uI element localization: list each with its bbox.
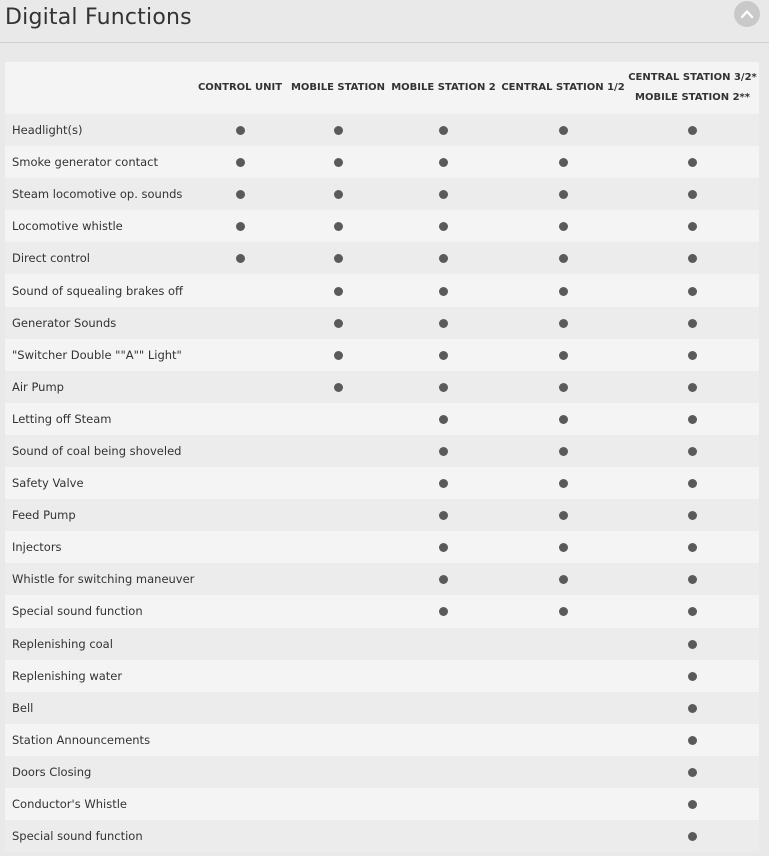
filled-dot-icon xyxy=(559,254,568,263)
support-cell xyxy=(500,628,626,660)
filled-dot-icon xyxy=(439,575,448,584)
table-row xyxy=(5,371,759,403)
collapse-button[interactable] xyxy=(734,1,760,27)
support-cell xyxy=(500,242,626,274)
filled-dot-icon xyxy=(334,190,343,199)
support-cell xyxy=(626,242,759,274)
support-cell xyxy=(387,371,500,403)
support-cell xyxy=(289,114,387,146)
filled-dot-icon xyxy=(236,190,245,199)
support-cell xyxy=(289,403,387,435)
functions-panel xyxy=(5,62,759,852)
table-row xyxy=(5,210,759,242)
table-row xyxy=(5,563,759,595)
support-cell xyxy=(500,435,626,467)
filled-dot-icon xyxy=(559,543,568,552)
support-cell xyxy=(289,371,387,403)
feature-name: Steam locomotive op. sounds xyxy=(12,187,183,202)
support-cell xyxy=(289,307,387,339)
filled-dot-icon xyxy=(688,158,697,167)
filled-dot-icon xyxy=(334,126,343,135)
support-cell xyxy=(626,628,759,660)
support-cell xyxy=(387,692,500,724)
feature-name: Special sound function xyxy=(12,604,143,619)
support-cell xyxy=(289,210,387,242)
support-cell xyxy=(387,788,500,820)
feature-name: Special sound function xyxy=(12,829,143,844)
support-cell xyxy=(191,531,289,563)
support-cell xyxy=(387,628,500,660)
filled-dot-icon xyxy=(439,222,448,231)
support-cell xyxy=(387,563,500,595)
support-cell xyxy=(500,595,626,627)
support-cell xyxy=(626,531,759,563)
support-cell xyxy=(500,724,626,756)
filled-dot-icon xyxy=(559,190,568,199)
filled-dot-icon xyxy=(334,351,343,360)
filled-dot-icon xyxy=(559,479,568,488)
support-cell xyxy=(191,467,289,499)
filled-dot-icon xyxy=(688,800,697,809)
table-row xyxy=(5,756,759,788)
filled-dot-icon xyxy=(439,287,448,296)
support-cell xyxy=(387,274,500,306)
filled-dot-icon xyxy=(559,158,568,167)
digital-functions-table xyxy=(5,62,759,852)
support-cell xyxy=(387,467,500,499)
support-cell xyxy=(191,307,289,339)
filled-dot-icon xyxy=(688,768,697,777)
table-row xyxy=(5,820,759,852)
filled-dot-icon xyxy=(439,447,448,456)
support-cell xyxy=(626,563,759,595)
support-cell xyxy=(500,403,626,435)
table-row xyxy=(5,467,759,499)
support-cell xyxy=(289,499,387,531)
support-cell xyxy=(191,242,289,274)
support-cell xyxy=(387,499,500,531)
support-cell xyxy=(289,692,387,724)
support-cell xyxy=(626,788,759,820)
feature-name: Headlight(s) xyxy=(12,123,83,138)
support-cell xyxy=(289,820,387,852)
filled-dot-icon xyxy=(559,447,568,456)
support-cell xyxy=(500,692,626,724)
support-cell xyxy=(500,499,626,531)
filled-dot-icon xyxy=(439,254,448,263)
feature-name: Locomotive whistle xyxy=(12,219,123,234)
feature-name: Bell xyxy=(12,700,34,715)
support-cell xyxy=(289,756,387,788)
support-cell xyxy=(500,178,626,210)
support-cell xyxy=(387,339,500,371)
filled-dot-icon xyxy=(688,672,697,681)
support-cell xyxy=(289,339,387,371)
table-row xyxy=(5,339,759,371)
filled-dot-icon xyxy=(439,511,448,520)
support-cell xyxy=(500,371,626,403)
support-cell xyxy=(626,756,759,788)
filled-dot-icon xyxy=(236,254,245,263)
feature-column-header xyxy=(5,62,191,114)
column-header: MOBILE STATION xyxy=(289,62,387,114)
filled-dot-icon xyxy=(236,222,245,231)
support-cell xyxy=(191,595,289,627)
filled-dot-icon xyxy=(439,351,448,360)
feature-name: Direct control xyxy=(12,251,90,266)
support-cell xyxy=(289,467,387,499)
support-cell xyxy=(626,724,759,756)
support-cell xyxy=(191,178,289,210)
filled-dot-icon xyxy=(439,383,448,392)
support-cell xyxy=(387,595,500,627)
filled-dot-icon xyxy=(439,190,448,199)
support-cell xyxy=(191,820,289,852)
support-cell xyxy=(387,660,500,692)
filled-dot-icon xyxy=(439,319,448,328)
filled-dot-icon xyxy=(688,736,697,745)
support-cell xyxy=(387,820,500,852)
feature-name: Air Pump xyxy=(12,379,64,394)
support-cell xyxy=(191,371,289,403)
support-cell xyxy=(289,435,387,467)
filled-dot-icon xyxy=(559,383,568,392)
support-cell xyxy=(387,756,500,788)
filled-dot-icon xyxy=(439,126,448,135)
table-row xyxy=(5,531,759,563)
support-cell xyxy=(387,178,500,210)
filled-dot-icon xyxy=(688,543,697,552)
filled-dot-icon xyxy=(236,158,245,167)
support-cell xyxy=(289,242,387,274)
filled-dot-icon xyxy=(334,383,343,392)
support-cell xyxy=(500,339,626,371)
support-cell xyxy=(500,660,626,692)
support-cell xyxy=(289,178,387,210)
filled-dot-icon xyxy=(688,319,697,328)
column-header: CENTRAL STATION 3/2* MOBILE STATION 2** xyxy=(626,62,759,114)
table-row xyxy=(5,692,759,724)
filled-dot-icon xyxy=(439,543,448,552)
support-cell xyxy=(191,788,289,820)
support-cell xyxy=(191,146,289,178)
support-cell xyxy=(626,178,759,210)
filled-dot-icon xyxy=(559,319,568,328)
filled-dot-icon xyxy=(439,415,448,424)
table-header-row xyxy=(5,62,759,114)
table-row xyxy=(5,114,759,146)
filled-dot-icon xyxy=(688,287,697,296)
filled-dot-icon xyxy=(559,607,568,616)
support-cell xyxy=(289,274,387,306)
filled-dot-icon xyxy=(688,704,697,713)
feature-name: Injectors xyxy=(12,540,62,555)
table-row xyxy=(5,403,759,435)
filled-dot-icon xyxy=(688,222,697,231)
support-cell xyxy=(626,660,759,692)
filled-dot-icon xyxy=(688,832,697,841)
filled-dot-icon xyxy=(334,158,343,167)
support-cell xyxy=(289,628,387,660)
support-cell xyxy=(500,467,626,499)
support-cell xyxy=(289,660,387,692)
filled-dot-icon xyxy=(688,479,697,488)
filled-dot-icon xyxy=(236,126,245,135)
support-cell xyxy=(289,146,387,178)
support-cell xyxy=(387,435,500,467)
feature-name: Generator Sounds xyxy=(12,315,117,330)
filled-dot-icon xyxy=(559,222,568,231)
support-cell xyxy=(626,307,759,339)
support-cell xyxy=(626,595,759,627)
filled-dot-icon xyxy=(334,254,343,263)
support-cell xyxy=(289,563,387,595)
table-row xyxy=(5,274,759,306)
feature-name: Doors Closing xyxy=(12,764,92,779)
table-row xyxy=(5,499,759,531)
support-cell xyxy=(191,563,289,595)
filled-dot-icon xyxy=(559,351,568,360)
support-cell xyxy=(626,339,759,371)
filled-dot-icon xyxy=(559,287,568,296)
filled-dot-icon xyxy=(688,254,697,263)
support-cell xyxy=(191,274,289,306)
column-header: MOBILE STATION 2 xyxy=(387,62,500,114)
support-cell xyxy=(191,499,289,531)
support-cell xyxy=(626,146,759,178)
filled-dot-icon xyxy=(439,607,448,616)
feature-name: Feed Pump xyxy=(12,508,76,523)
support-cell xyxy=(289,595,387,627)
filled-dot-icon xyxy=(334,319,343,328)
table-row xyxy=(5,242,759,274)
support-cell xyxy=(500,307,626,339)
feature-name: "Switcher Double ""A"" Light" xyxy=(12,347,182,362)
support-cell xyxy=(626,403,759,435)
filled-dot-icon xyxy=(688,607,697,616)
filled-dot-icon xyxy=(334,222,343,231)
support-cell xyxy=(289,531,387,563)
filled-dot-icon xyxy=(688,351,697,360)
support-cell xyxy=(500,820,626,852)
filled-dot-icon xyxy=(559,511,568,520)
support-cell xyxy=(500,210,626,242)
support-cell xyxy=(387,531,500,563)
support-cell xyxy=(191,339,289,371)
support-cell xyxy=(626,274,759,306)
filled-dot-icon xyxy=(688,383,697,392)
support-cell xyxy=(387,242,500,274)
table-row xyxy=(5,178,759,210)
support-cell xyxy=(191,403,289,435)
support-cell xyxy=(191,114,289,146)
support-cell xyxy=(626,114,759,146)
support-cell xyxy=(387,146,500,178)
column-header: CONTROL UNIT xyxy=(191,62,289,114)
table-row xyxy=(5,788,759,820)
support-cell xyxy=(191,692,289,724)
table-row xyxy=(5,660,759,692)
feature-name: Station Announcements xyxy=(12,732,151,747)
filled-dot-icon xyxy=(688,415,697,424)
filled-dot-icon xyxy=(439,479,448,488)
support-cell xyxy=(500,146,626,178)
table-row xyxy=(5,435,759,467)
support-cell xyxy=(626,692,759,724)
filled-dot-icon xyxy=(688,190,697,199)
feature-name: Replenishing water xyxy=(12,668,123,683)
filled-dot-icon xyxy=(559,126,568,135)
support-cell xyxy=(500,563,626,595)
filled-dot-icon xyxy=(439,158,448,167)
filled-dot-icon xyxy=(688,640,697,649)
support-cell xyxy=(626,210,759,242)
table-row xyxy=(5,724,759,756)
support-cell xyxy=(500,788,626,820)
table-row xyxy=(5,307,759,339)
chevron-up-icon xyxy=(740,7,754,21)
support-cell xyxy=(500,756,626,788)
support-cell xyxy=(191,724,289,756)
filled-dot-icon xyxy=(334,287,343,296)
support-cell xyxy=(387,210,500,242)
support-cell xyxy=(387,307,500,339)
support-cell xyxy=(289,724,387,756)
filled-dot-icon xyxy=(559,575,568,584)
support-cell xyxy=(626,499,759,531)
feature-name: Conductor's Whistle xyxy=(12,797,127,812)
table-row xyxy=(5,595,759,627)
feature-name: Whistle for switching maneuver xyxy=(12,572,195,587)
support-cell xyxy=(500,114,626,146)
support-cell xyxy=(626,371,759,403)
feature-name: Letting off Steam xyxy=(12,411,112,426)
support-cell xyxy=(626,467,759,499)
support-cell xyxy=(191,756,289,788)
table-row xyxy=(5,628,759,660)
feature-name: Replenishing coal xyxy=(12,636,113,651)
feature-name: Safety Valve xyxy=(12,476,84,491)
filled-dot-icon xyxy=(688,126,697,135)
feature-name: Sound of squealing brakes off xyxy=(12,283,183,298)
support-cell xyxy=(626,435,759,467)
filled-dot-icon xyxy=(688,511,697,520)
support-cell xyxy=(191,210,289,242)
table-row xyxy=(5,146,759,178)
support-cell xyxy=(289,788,387,820)
feature-name: Smoke generator contact xyxy=(12,155,158,170)
support-cell xyxy=(387,724,500,756)
filled-dot-icon xyxy=(688,447,697,456)
support-cell xyxy=(500,274,626,306)
support-cell xyxy=(191,660,289,692)
support-cell xyxy=(191,628,289,660)
support-cell xyxy=(626,820,759,852)
filled-dot-icon xyxy=(688,575,697,584)
support-cell xyxy=(387,114,500,146)
support-cell xyxy=(191,435,289,467)
page-title: Digital Functions xyxy=(5,5,192,30)
feature-name: Sound of coal being shoveled xyxy=(12,443,182,458)
support-cell xyxy=(387,403,500,435)
section-header xyxy=(0,0,769,43)
filled-dot-icon xyxy=(559,415,568,424)
column-header: CENTRAL STATION 1/2 xyxy=(500,62,626,114)
support-cell xyxy=(500,531,626,563)
